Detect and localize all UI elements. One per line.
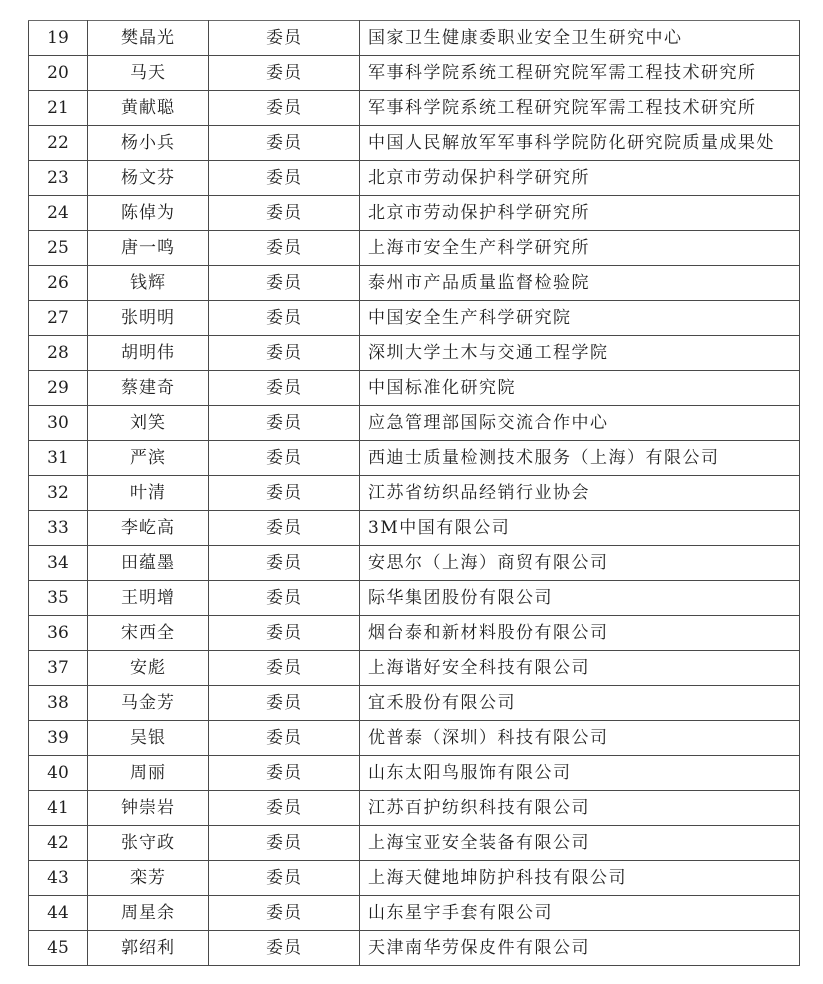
member-role: 委员 bbox=[209, 371, 360, 406]
table-row bbox=[29, 931, 800, 966]
member-role: 委员 bbox=[209, 861, 360, 896]
member-organization: 上海宝亚安全装备有限公司 bbox=[360, 826, 800, 861]
member-role: 委员 bbox=[209, 301, 360, 336]
member-name: 杨文芬 bbox=[88, 161, 209, 196]
member-number: 42 bbox=[29, 826, 88, 861]
member-number: 24 bbox=[29, 196, 88, 231]
table-row bbox=[29, 301, 800, 336]
member-role: 委员 bbox=[209, 161, 360, 196]
member-number: 45 bbox=[29, 931, 88, 966]
member-role: 委员 bbox=[209, 651, 360, 686]
member-name: 郭绍利 bbox=[88, 931, 209, 966]
member-role: 委员 bbox=[209, 91, 360, 126]
member-role: 委员 bbox=[209, 231, 360, 266]
member-name: 周星余 bbox=[88, 896, 209, 931]
member-organization: 山东太阳鸟服饰有限公司 bbox=[360, 756, 800, 791]
member-number: 31 bbox=[29, 441, 88, 476]
member-number: 36 bbox=[29, 616, 88, 651]
table-row bbox=[29, 91, 800, 126]
member-name: 马天 bbox=[88, 56, 209, 91]
member-role: 委员 bbox=[209, 126, 360, 161]
member-rows bbox=[29, 21, 800, 966]
member-organization: 北京市劳动保护科学研究所 bbox=[360, 161, 800, 196]
table-row bbox=[29, 406, 800, 441]
member-number: 25 bbox=[29, 231, 88, 266]
member-role: 委员 bbox=[209, 581, 360, 616]
member-organization: 中国标准化研究院 bbox=[360, 371, 800, 406]
member-name: 周丽 bbox=[88, 756, 209, 791]
member-number: 44 bbox=[29, 896, 88, 931]
table-row bbox=[29, 896, 800, 931]
member-organization: 上海天健地坤防护科技有限公司 bbox=[360, 861, 800, 896]
table-row bbox=[29, 581, 800, 616]
member-name: 胡明伟 bbox=[88, 336, 209, 371]
member-number: 34 bbox=[29, 546, 88, 581]
table-row bbox=[29, 196, 800, 231]
member-number: 33 bbox=[29, 511, 88, 546]
member-name: 安彪 bbox=[88, 651, 209, 686]
member-role: 委员 bbox=[209, 931, 360, 966]
table-row bbox=[29, 371, 800, 406]
member-name: 张守政 bbox=[88, 826, 209, 861]
table-row bbox=[29, 231, 800, 266]
member-name: 宋西全 bbox=[88, 616, 209, 651]
member-name: 樊晶光 bbox=[88, 21, 209, 56]
member-organization: 上海谐好安全科技有限公司 bbox=[360, 651, 800, 686]
member-number: 20 bbox=[29, 56, 88, 91]
member-number: 40 bbox=[29, 756, 88, 791]
member-role: 委员 bbox=[209, 791, 360, 826]
member-name: 钟崇岩 bbox=[88, 791, 209, 826]
member-number: 22 bbox=[29, 126, 88, 161]
member-name: 严滨 bbox=[88, 441, 209, 476]
table-row bbox=[29, 756, 800, 791]
member-number: 23 bbox=[29, 161, 88, 196]
member-role: 委员 bbox=[209, 616, 360, 651]
table-row bbox=[29, 721, 800, 756]
table-row bbox=[29, 476, 800, 511]
member-organization: 中国安全生产科学研究院 bbox=[360, 301, 800, 336]
member-number: 39 bbox=[29, 721, 88, 756]
member-organization: 宜禾股份有限公司 bbox=[360, 686, 800, 721]
member-number: 28 bbox=[29, 336, 88, 371]
member-role: 委员 bbox=[209, 511, 360, 546]
member-number: 38 bbox=[29, 686, 88, 721]
member-number: 19 bbox=[29, 21, 88, 56]
member-organization: 应急管理部国际交流合作中心 bbox=[360, 406, 800, 441]
table-row bbox=[29, 56, 800, 91]
member-organization: 泰州市产品质量监督检验院 bbox=[360, 266, 800, 301]
member-name: 王明增 bbox=[88, 581, 209, 616]
member-organization: 江苏省纺织品经销行业协会 bbox=[360, 476, 800, 511]
member-organization: 际华集团股份有限公司 bbox=[360, 581, 800, 616]
member-role: 委员 bbox=[209, 441, 360, 476]
member-number: 26 bbox=[29, 266, 88, 301]
member-role: 委员 bbox=[209, 756, 360, 791]
member-role: 委员 bbox=[209, 21, 360, 56]
table-row bbox=[29, 126, 800, 161]
member-number: 43 bbox=[29, 861, 88, 896]
member-name: 钱辉 bbox=[88, 266, 209, 301]
table-row bbox=[29, 616, 800, 651]
member-organization: 优普泰（深圳）科技有限公司 bbox=[360, 721, 800, 756]
member-number: 30 bbox=[29, 406, 88, 441]
member-role: 委员 bbox=[209, 406, 360, 441]
member-name: 唐一鸣 bbox=[88, 231, 209, 266]
table-row bbox=[29, 511, 800, 546]
table-row bbox=[29, 686, 800, 721]
table-row bbox=[29, 21, 800, 56]
member-organization: 江苏百护纺织科技有限公司 bbox=[360, 791, 800, 826]
member-name: 张明明 bbox=[88, 301, 209, 336]
member-name: 杨小兵 bbox=[88, 126, 209, 161]
member-name: 陈倬为 bbox=[88, 196, 209, 231]
member-role: 委员 bbox=[209, 266, 360, 301]
member-name: 叶清 bbox=[88, 476, 209, 511]
committee-member-table bbox=[28, 20, 800, 966]
member-name: 李屹高 bbox=[88, 511, 209, 546]
member-name: 蔡建奇 bbox=[88, 371, 209, 406]
member-organization: 北京市劳动保护科学研究所 bbox=[360, 196, 800, 231]
member-organization: 烟台泰和新材料股份有限公司 bbox=[360, 616, 800, 651]
member-name: 刘笑 bbox=[88, 406, 209, 441]
member-number: 41 bbox=[29, 791, 88, 826]
member-organization: 国家卫生健康委职业安全卫生研究中心 bbox=[360, 21, 800, 56]
member-role: 委员 bbox=[209, 686, 360, 721]
table-row bbox=[29, 441, 800, 476]
member-role: 委员 bbox=[209, 196, 360, 231]
member-role: 委员 bbox=[209, 56, 360, 91]
member-organization: 深圳大学土木与交通工程学院 bbox=[360, 336, 800, 371]
member-role: 委员 bbox=[209, 336, 360, 371]
table-row bbox=[29, 161, 800, 196]
member-organization: 军事科学院系统工程研究院军需工程技术研究所 bbox=[360, 56, 800, 91]
member-role: 委员 bbox=[209, 896, 360, 931]
member-organization: 安思尔（上海）商贸有限公司 bbox=[360, 546, 800, 581]
member-role: 委员 bbox=[209, 476, 360, 511]
member-name: 吴银 bbox=[88, 721, 209, 756]
member-name: 田蕴墨 bbox=[88, 546, 209, 581]
member-role: 委员 bbox=[209, 826, 360, 861]
table-row bbox=[29, 826, 800, 861]
member-number: 27 bbox=[29, 301, 88, 336]
member-role: 委员 bbox=[209, 721, 360, 756]
member-number: 37 bbox=[29, 651, 88, 686]
member-organization: 上海市安全生产科学研究所 bbox=[360, 231, 800, 266]
member-name: 黄献聪 bbox=[88, 91, 209, 126]
table-row bbox=[29, 791, 800, 826]
member-number: 21 bbox=[29, 91, 88, 126]
member-number: 32 bbox=[29, 476, 88, 511]
table-row bbox=[29, 546, 800, 581]
member-number: 29 bbox=[29, 371, 88, 406]
table-row bbox=[29, 861, 800, 896]
member-name: 马金芳 bbox=[88, 686, 209, 721]
member-name: 栾芳 bbox=[88, 861, 209, 896]
member-number: 35 bbox=[29, 581, 88, 616]
member-organization: 中国人民解放军军事科学院防化研究院质量成果处 bbox=[360, 126, 800, 161]
member-organization: 军事科学院系统工程研究院军需工程技术研究所 bbox=[360, 91, 800, 126]
member-organization: 山东星宇手套有限公司 bbox=[360, 896, 800, 931]
member-role: 委员 bbox=[209, 546, 360, 581]
table-row bbox=[29, 266, 800, 301]
member-organization: 天津南华劳保皮件有限公司 bbox=[360, 931, 800, 966]
member-organization: 西迪士质量检测技术服务（上海）有限公司 bbox=[360, 441, 800, 476]
member-organization: 3M中国有限公司 bbox=[360, 511, 800, 546]
table-row bbox=[29, 651, 800, 686]
table-row bbox=[29, 336, 800, 371]
